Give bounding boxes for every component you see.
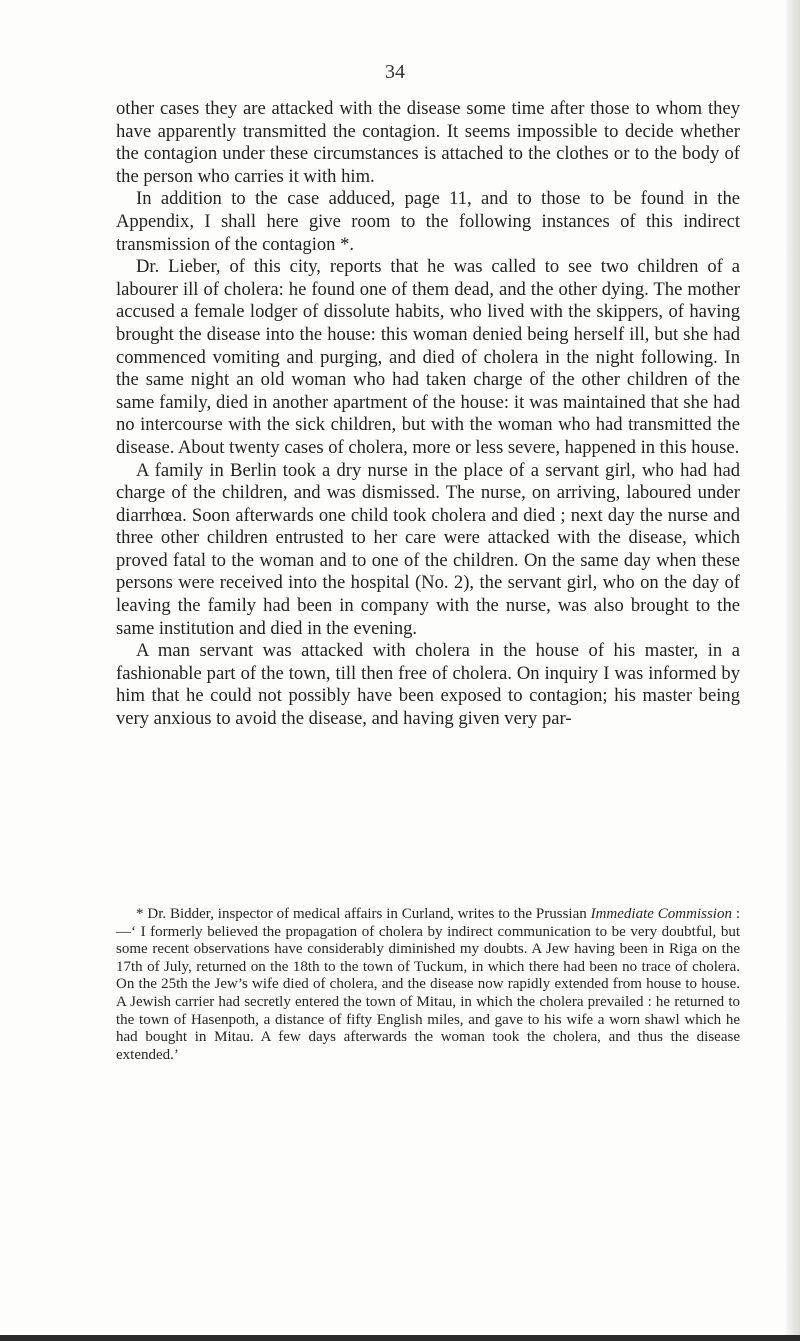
footnote-text [116,906,740,1064]
footnote [116,906,740,1064]
paragraph-berlin-family: A family in Berlin took a dry nurse in the place of a servant girl, who had had charge of the children, and was dismissed. The nurse, on arriving, laboured under diarrhœa. Soon afterwards one child took cholera and died ; next day the nurse and three other children entrusted to her care were attacked with the disease, which proved fatal to the woman and to one of the children. On the same day when these persons were received into the hospital (No. 2), the servant girl, who on the day of leaving the family had been in company with the nurse, was also brought to the same institution and died in the evening. [116,459,740,639]
page-number: 34 [385,61,405,83]
footnote-italic-title: Immediate Commission [590,906,732,922]
paragraph-man-servant: A man servant was attacked with cholera in the house of his master, in a fashionable part of the town, till then free of cholera. On inquiry I was informed by him that he could not possibly have been exposed to contagion; his master being very anxious to avoid the disease, and having given very par- [116,640,740,730]
paragraph-continuation: other cases they are attacked with the disease some time after those to whom they have apparently transmitted the contagion. It seems impossible to decide whether the contagion under these circumstances is attached to the clothes or to the body of the person who carries it with him. [116,98,740,187]
paragraph-dr-lieber: Dr. Lieber, of this city, reports that he was called to see two children of a labourer ill of cholera: he found one of them dead, and the other dying. The mother accused a female lodger of dissolute habits, who lived with the skippers, of having brought the disease into the house: this woman denied being herself ill, but she had commenced vomiting and purging, and died of cholera in the night following. In the same night an old woman who had taken charge of the other children of the same family, died in another apartment of the house: it was maintained that she had no intercourse with the sick children, but with the woman who had transmitted the disease. About twenty cases of cholera, more or less severe, happened in this house. [116,256,740,458]
main-text [116,98,740,731]
footnote-lead: * Dr. Bidder, inspector of medical affairs in Curland, writes to the Prussian [136,906,591,922]
bottom-border [0,1335,800,1341]
page-edge-shadow [786,0,800,1341]
footnote-body: :—‘ I formerly believed the propagation of cholera by indirect communication to be very doubtful, but some recent observations have considerably diminished my doubts. A Jew having been in Riga on the 17th of July, returned on the 18th to the town of Tuckum, in which there had been no trace of cholera. On the 25th the Jew’s wife died of cholera, and the disease now rapidly extended from house to house. A Jewish carrier had secretly entered the town of Mitau, in which the cholera prevailed : he returned to the town of Hasenpoth, a distance of fifty English miles, and gave to his wife a worn shawl which he had bought in Mitau. A few days afterwards the woman took the cholera, and thus the disease extended.’ [116,906,740,1063]
paragraph-indirect-transmission: In addition to the case adduced, page 11, and to those to be found in the Appendix, I shall here give room to the following instances of this indirect transmission of the contagion *. [116,188,740,255]
